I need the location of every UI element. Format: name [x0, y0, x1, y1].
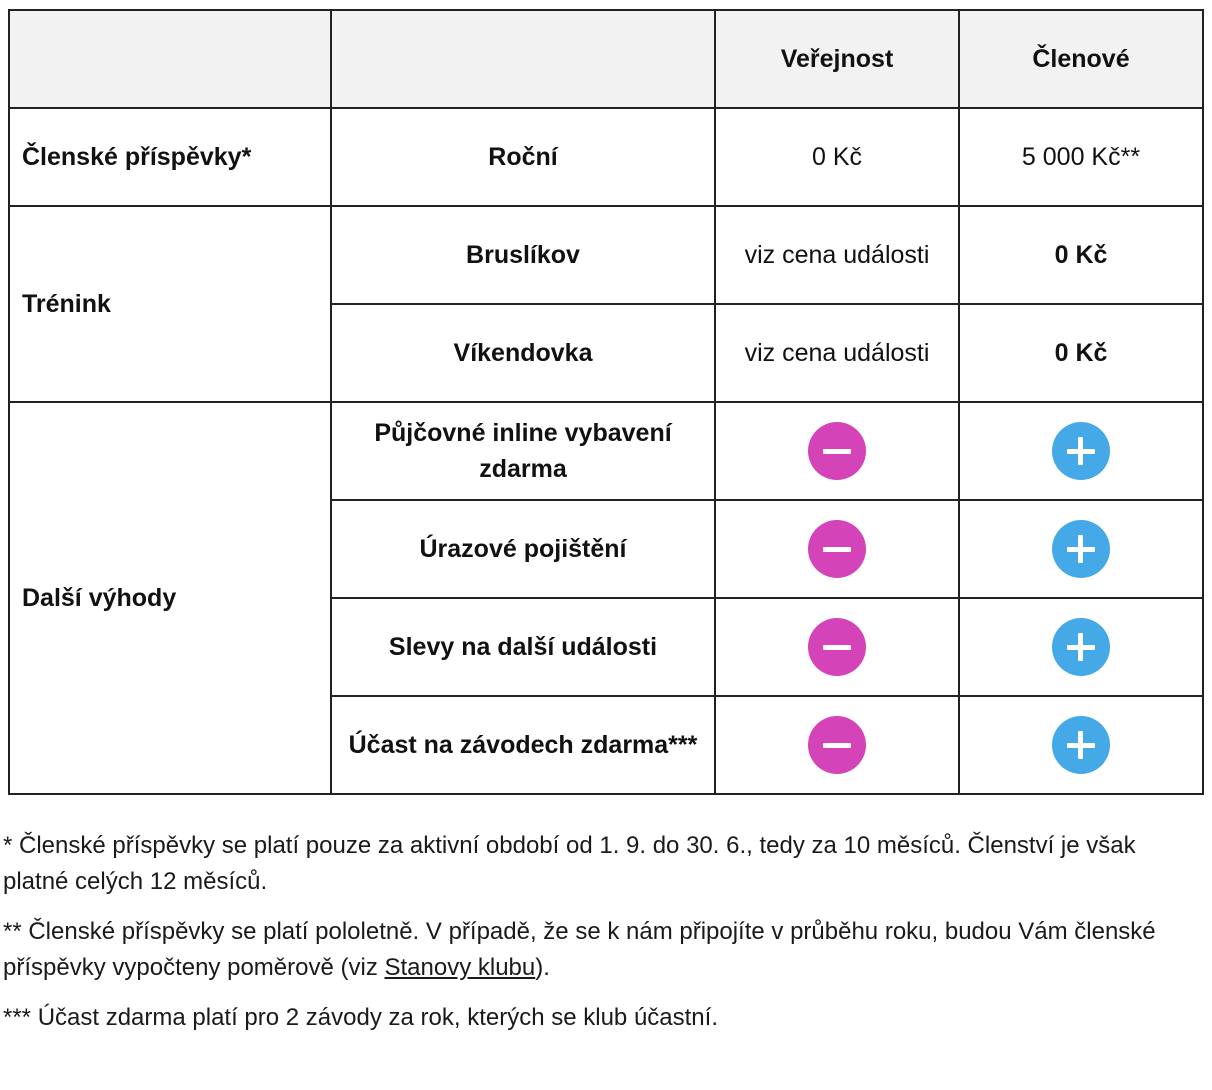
members-cell: [959, 696, 1203, 794]
benefit-item-label: Slevy na další události: [331, 598, 715, 696]
table-row: [9, 108, 1203, 206]
footnote-2: [3, 914, 1203, 986]
fees-members-value: 5 000 Kč**: [959, 108, 1203, 206]
members-cell: [959, 402, 1203, 500]
header-empty-cell-b: [331, 10, 715, 108]
training-members-value: 0 Kč: [959, 206, 1203, 304]
minus-circle-icon: [808, 422, 866, 480]
public-cell: [715, 598, 959, 696]
minus-circle-icon: [808, 716, 866, 774]
footnote-3: *** Účast zdarma platí pro 2 závody za rok, kterých se klub účastní.: [3, 1004, 718, 1031]
training-item-label: Bruslíkov: [331, 206, 715, 304]
public-cell: [715, 696, 959, 794]
header-empty-cell-a: [9, 10, 331, 108]
footnote-1: * Členské příspěvky se platí pouze za aktivní období od 1. 9. do 30. 6., tedy za 10 měsíců. Členství je však platné celých 12 měsíců.: [3, 832, 1136, 895]
minus-circle-icon: [808, 618, 866, 676]
public-cell: [715, 402, 959, 500]
benefits-group-label: Další výhody: [9, 402, 331, 794]
footnote-2-end: ).: [535, 954, 550, 981]
training-group-label: Trénink: [9, 206, 331, 402]
table-row: [9, 402, 1203, 500]
training-item-label: Víkendovka: [331, 304, 715, 402]
membership-pricing-table: [8, 9, 1204, 795]
training-public-value: viz cena události: [715, 304, 959, 402]
fees-public-value: 0 Kč: [715, 108, 959, 206]
table-header-row: [9, 10, 1203, 108]
fees-item-label: Roční: [331, 108, 715, 206]
members-cell: [959, 500, 1203, 598]
plus-circle-icon: [1052, 422, 1110, 480]
minus-circle-icon: [808, 520, 866, 578]
benefit-item-label: Účast na závodech zdarma***: [331, 696, 715, 794]
plus-circle-icon: [1052, 520, 1110, 578]
bylaws-link[interactable]: Stanovy klubu: [384, 954, 536, 981]
table-row: [9, 206, 1203, 304]
members-cell: [959, 598, 1203, 696]
training-members-value: 0 Kč: [959, 304, 1203, 402]
footnote-2-text: ** Členské příspěvky se platí pololetně. V případě, že se k nám připojíte v průběhu roku, budou Vám členské příspěvky vypočteny poměrově (viz: [3, 918, 1156, 981]
benefit-item-label: Úrazové pojištění: [331, 500, 715, 598]
training-public-value: viz cena události: [715, 206, 959, 304]
benefit-item-label: Půjčovné inline vybavení zdarma: [331, 402, 715, 500]
fees-group-label: Členské příspěvky*: [9, 108, 331, 206]
header-members: Členové: [959, 10, 1203, 108]
plus-circle-icon: [1052, 716, 1110, 774]
header-public: Veřejnost: [715, 10, 959, 108]
public-cell: [715, 500, 959, 598]
footnotes: [3, 828, 1203, 1050]
plus-circle-icon: [1052, 618, 1110, 676]
